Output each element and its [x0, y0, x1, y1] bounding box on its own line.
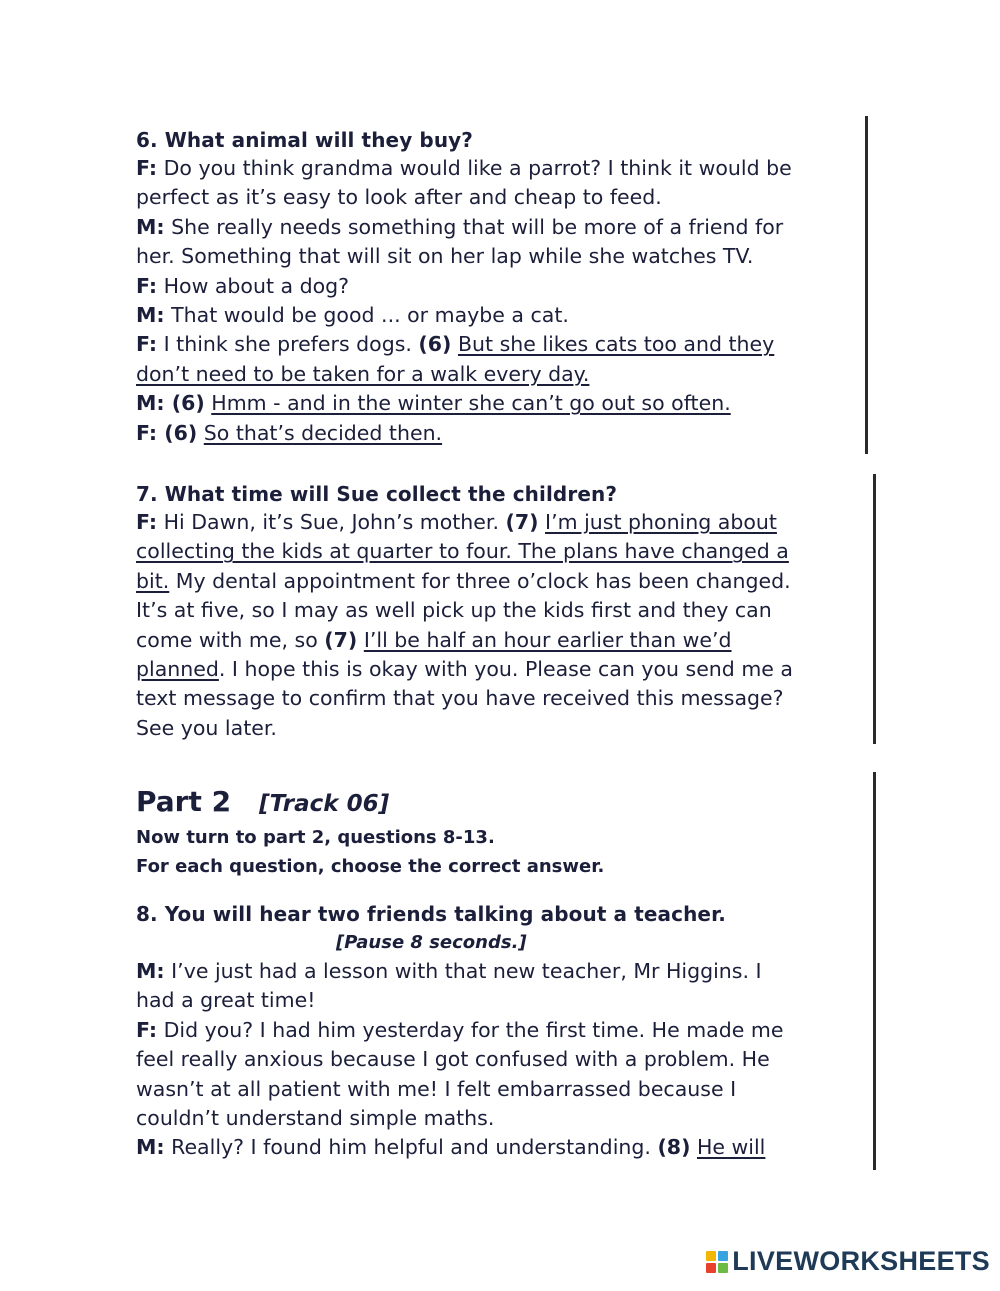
dialogue-text: feel really anxious because I got confused with a problem. He: [136, 1047, 770, 1072]
dialogue-text: It’s at five, so I may as well pick up the kids first and they can: [136, 598, 772, 623]
answer-marker: (6): [418, 332, 452, 357]
speaker-label: M:: [136, 303, 165, 328]
dialogue-text: Did you? I had him yesterday for the first time. He made me: [157, 1017, 784, 1042]
liveworksheets-logo-icon: [706, 1251, 728, 1273]
dialogue-text: How about a dog?: [157, 273, 350, 298]
logo-square: [718, 1263, 728, 1273]
speaker-label: F:: [136, 273, 158, 298]
dialogue-line: [136, 567, 1000, 596]
dialogue-line: [136, 1016, 1000, 1045]
dialogue-text: Really? I found him helpful and understanding.: [164, 1135, 658, 1160]
dialogue-text: perfect as it’s easy to look after and cheap to feed.: [136, 185, 662, 210]
answer-evidence: I’m just phoning about: [545, 510, 777, 534]
speaker-label: F:: [136, 510, 158, 534]
dialogue-line: [136, 957, 1000, 986]
dialogue-line: [136, 986, 1000, 1015]
instruction-line: Now turn to part 2, questions 8-13.: [136, 827, 495, 848]
answer-evidence: planned: [136, 657, 219, 682]
speaker-label: F:: [136, 1017, 158, 1042]
dialogue-line: [136, 508, 1000, 537]
dialogue-line: [136, 1075, 1000, 1104]
question-7-title: 7. What time will Sue collect the children?: [136, 482, 618, 506]
dialogue-text: I think she prefers dogs.: [157, 332, 419, 357]
speaker-label: M: (6): [136, 391, 205, 416]
speaker-label: M:: [136, 214, 165, 239]
speaker-label: F:: [136, 156, 158, 180]
dialogue-text: . I hope this is okay with you. Please can you send me a: [218, 657, 793, 682]
answer-evidence: But she likes cats too and they: [457, 332, 775, 357]
part-title: [136, 785, 1000, 821]
answer-evidence: Hmm - and in the winter she can’t go out so often.: [211, 391, 731, 416]
dialogue-line: [136, 1045, 1000, 1074]
answer-evidence: He will: [696, 1135, 766, 1160]
answer-evidence: I’ll be half an hour earlier than we’d: [363, 627, 732, 652]
logo-square: [706, 1251, 716, 1261]
dialogue-text: My dental appointment for three o’clock has been changed.: [169, 568, 791, 593]
liveworksheets-logo[interactable]: [706, 1246, 990, 1277]
speaker-label: F: (6): [136, 420, 198, 445]
dialogue-text: Hi Dawn, it’s Sue, John’s mother.: [157, 510, 506, 534]
speaker-label: M:: [136, 959, 165, 983]
dialogue-line: [136, 684, 1000, 713]
answer-marker: (7): [324, 627, 358, 652]
part-2-header: [136, 785, 1000, 881]
dialogue-line: [136, 330, 1000, 359]
dialogue-line: [136, 655, 1000, 684]
dialogue-text: wasn’t at all patient with me! I felt embarrassed because I: [136, 1076, 737, 1101]
dialogue-text: Do you think grandma would like a parrot? I think it would be: [157, 156, 792, 180]
answer-marker: (7): [505, 510, 539, 534]
answer-evidence: bit.: [136, 568, 170, 593]
dialogue-line: [136, 213, 1000, 242]
speaker-label: F:: [136, 332, 158, 357]
dialogue-text: couldn’t understand simple maths.: [136, 1106, 495, 1131]
dialogue-line: [136, 272, 1000, 301]
dialogue-line: [136, 596, 1000, 625]
logo-square: [706, 1263, 716, 1273]
dialogue-text: her. Something that will sit on her lap while she watches TV.: [136, 244, 754, 269]
dialogue-line: [136, 537, 1000, 566]
question-8-title: 8. You will hear two friends talking about a teacher.: [136, 902, 726, 926]
dialogue-text: come with me, so: [136, 627, 325, 652]
answer-marker: (8): [657, 1135, 691, 1160]
answer-evidence: don’t need to be taken for a walk every day.: [136, 361, 590, 386]
answer-evidence: So that’s decided then.: [203, 420, 443, 445]
dialogue-text: had a great time!: [136, 988, 316, 1013]
logo-square: [718, 1251, 728, 1261]
instruction-line: For each question, choose the correct answer.: [136, 856, 605, 877]
dialogue-line: [136, 154, 1000, 183]
question-7-section: [136, 480, 1000, 743]
question-6-section: [136, 126, 1000, 448]
part-2-title: Part 2: [136, 785, 232, 818]
dialogue-text: See you later.: [136, 715, 277, 740]
logo-text: LIVEWORKSHEETS: [732, 1246, 990, 1276]
dialogue-text: I’ve just had a lesson with that new teacher, Mr Higgins. I: [164, 959, 762, 983]
dialogue-line: [136, 1133, 1000, 1159]
dialogue-line: [136, 301, 1000, 330]
dialogue-line: [136, 360, 1000, 389]
speaker-label: M:: [136, 1135, 165, 1160]
dialogue-line: [136, 626, 1000, 655]
dialogue-line: [136, 1104, 1000, 1133]
dialogue-line: [136, 389, 1000, 418]
question-8-section: [136, 900, 1000, 1159]
track-label: [Track 06]: [259, 791, 390, 817]
dialogue-text: That would be good ... or maybe a cat.: [164, 303, 569, 328]
dialogue-text: text message to confirm that you have received this message?: [136, 686, 784, 711]
pause-instruction: [Pause 8 seconds.]: [336, 932, 527, 953]
dialogue-line: [136, 242, 1000, 271]
dialogue-line: [136, 183, 1000, 212]
answer-evidence: collecting the kids at quarter to four. The plans have changed a: [136, 539, 789, 564]
dialogue-line: [136, 419, 1000, 448]
dialogue-text: She really needs something that will be more of a friend for: [164, 214, 784, 239]
question-6-title: 6. What animal will they buy?: [136, 128, 474, 152]
dialogue-line: [136, 714, 1000, 743]
